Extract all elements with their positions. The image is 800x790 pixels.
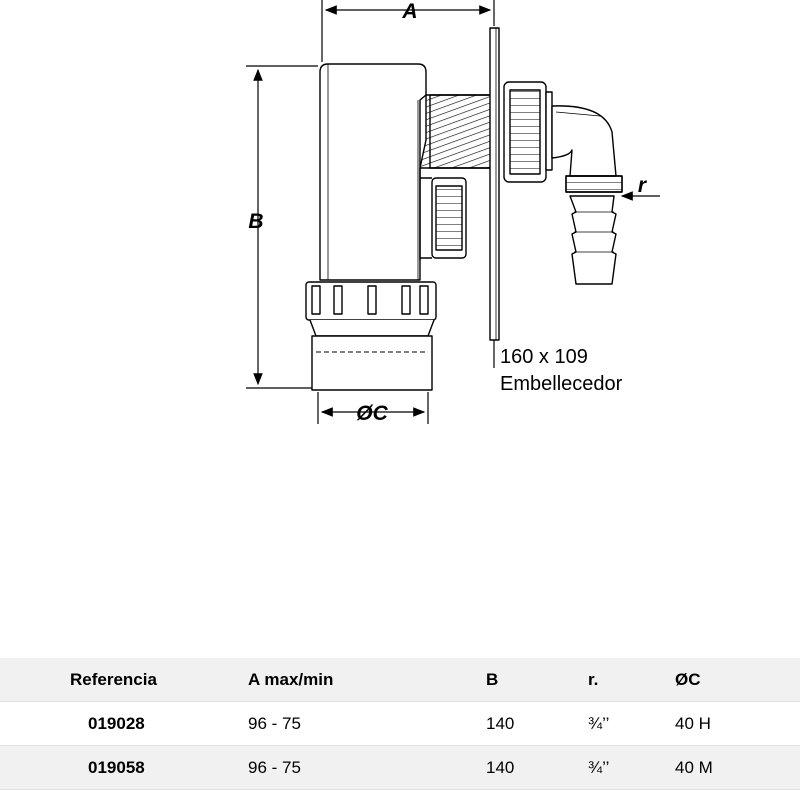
thread-connector (420, 95, 496, 168)
hose-elbow (552, 106, 616, 176)
header-r: r. (588, 669, 599, 689)
table-row (0, 702, 800, 746)
cell-a: 96 - 75 (248, 757, 301, 777)
dimension-b-label: B (248, 210, 264, 233)
cell-a: 96 - 75 (248, 713, 301, 733)
dimension-c-label: ØC (356, 402, 388, 425)
cell-r: ¾’’ (588, 713, 610, 733)
dimension-a-label: A (402, 0, 418, 23)
cell-c: 40 H (675, 713, 711, 733)
cell-referencia: 019028 (88, 713, 145, 733)
cell-b: 140 (486, 757, 515, 777)
plate-size-note: 160 x 109 (500, 346, 588, 368)
dimension-r-label: r (637, 174, 647, 197)
header-c: ØC (675, 669, 701, 689)
header-referencia: Referencia (70, 669, 157, 689)
cell-c: 40 M (675, 757, 713, 777)
pipe-socket (312, 336, 432, 390)
hose-tail (570, 196, 616, 284)
hose-thread (566, 176, 622, 192)
wall-plate (490, 28, 499, 340)
header-a: A max/min (248, 669, 334, 689)
spec-table (0, 658, 800, 790)
cell-referencia: 019058 (88, 757, 145, 777)
table-row (0, 746, 800, 790)
siphon-body (320, 64, 426, 280)
cell-r: ¾’’ (588, 757, 610, 777)
cell-b: 140 (486, 713, 515, 733)
plate-name-note: Embellecedor (500, 373, 623, 395)
table-header-row (0, 658, 800, 702)
header-b: B (486, 669, 499, 689)
